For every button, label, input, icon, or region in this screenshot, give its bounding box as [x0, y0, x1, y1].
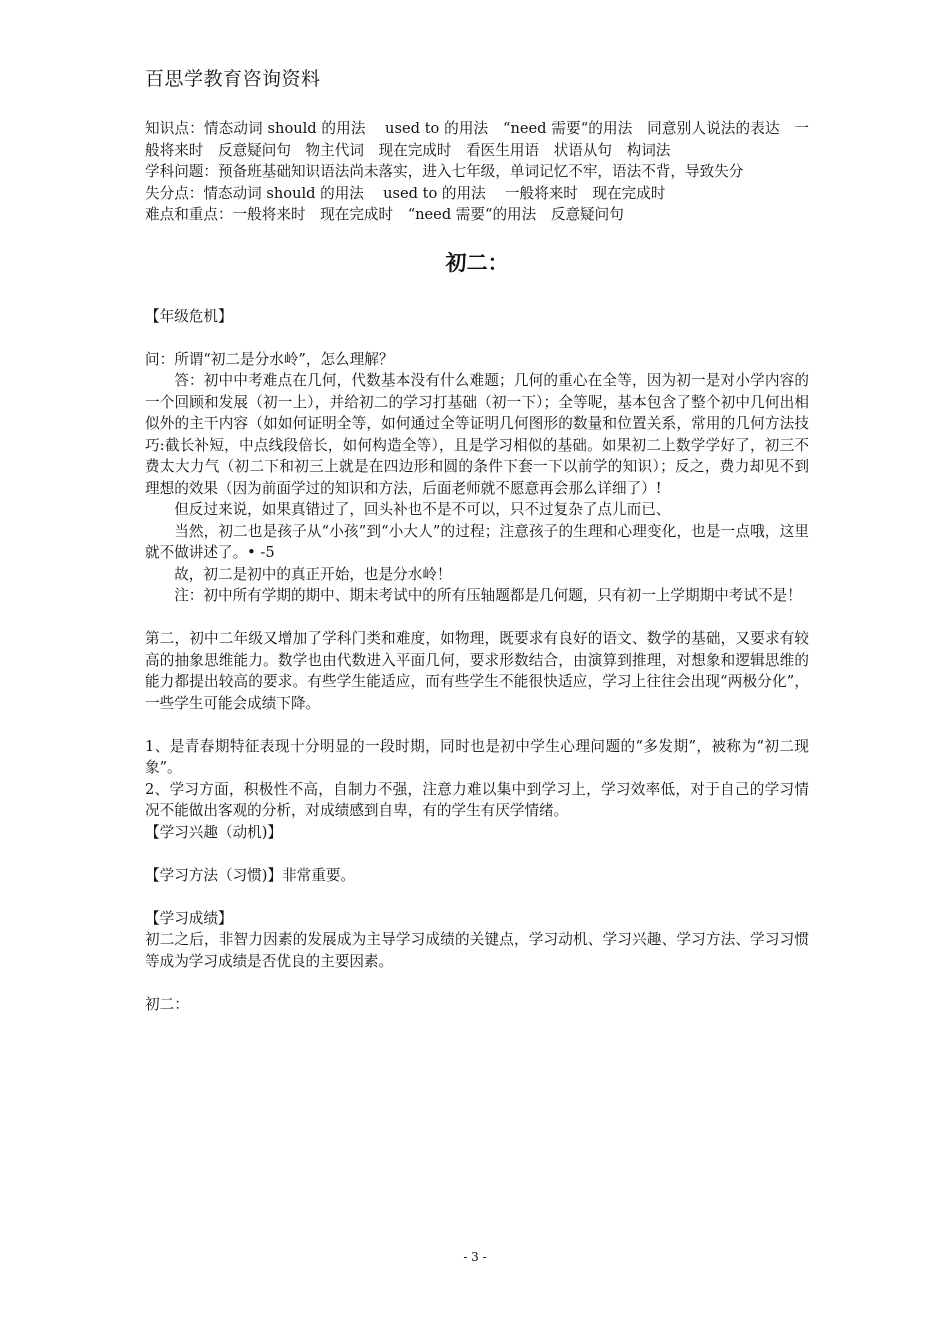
- answer-paragraph: 故，初二是初中的真正开始，也是分水岭！: [174, 565, 452, 583]
- spacer: [145, 972, 809, 994]
- score-paragraph: 初二之后，非智力因素的发展成为主导学习成绩的关键点，学习动机、学习兴趣、学习方法、学习习惯等成为学习成绩是否优良的主要因素。: [145, 931, 809, 970]
- spacer: [145, 886, 809, 908]
- answer-paragraph: 但反过来说，如果真错过了，回头补也不是不可以，只不过复杂了点儿而已、: [174, 501, 671, 518]
- spacer: [145, 327, 809, 349]
- interest-heading: 【学习兴趣（动机)】: [145, 823, 283, 841]
- spacer: [145, 607, 809, 629]
- loss-points: 失分点：情态动词 should 的用法 used to 的用法 一般将来时 现在完成时: [145, 184, 666, 202]
- answer-paragraph: 答：初中中考难点在几何，代数基本没有什么难题；几何的重心在全等，因为初一是对小学内容的一个回顾和发展（初一上），并给初二的学习打基础（初一下）；全等呢，基本包含了整个初中几何出相似外的主干内容（如如何证明全等，如何通过全等证明几何图形的数量和位置关系，常用的几何方法技巧:截长补短，中点线段倍长，如何构造全等），且是学习相似的基础。如果初二上数学学好了，初三不费太大力气（初二下和初三上就是在四边形和圆的条件下套一下以前学的知识）；反之，费力却见不到理想的效果（因为前面学过的知识和方法，后面老师就不愿意再会那么详细了）!: [145, 372, 809, 497]
- knowledge-points: 知识点：情态动词 should 的用法 used to 的用法 “need 需要“的用法 同意别人说法的表达 一般将来时 反意疑问句 物主代词 现在完成时 看医生用语 状语从句 构词法: [145, 120, 809, 159]
- key-points: 难点和重点：一般将来时 现在完成时 “need 需要“的用法 反意疑问句: [145, 206, 624, 223]
- page-number: - 3 -: [463, 1250, 487, 1264]
- spacer: [145, 843, 809, 865]
- point-1: 1、是青春期特征表现十分明显的一段时期，同时也是初中学生心理问题的“多发期”，被称为“初二现象”。: [145, 737, 809, 776]
- page-header: 百思学教育咨询资料: [145, 68, 321, 90]
- section-title: 初二：: [445, 249, 509, 275]
- crisis-heading: 【年级危机】: [145, 307, 233, 325]
- method-heading: 【学习方法（习惯)】非常重要。: [145, 866, 356, 884]
- subject-issues: 学科问题：预备班基础知识语法尚未落实，进入七年级，单词记忆不牢，语法不背，导致失分: [145, 163, 744, 180]
- document-body: [145, 118, 809, 1015]
- score-heading: 【学习成绩】: [145, 909, 233, 927]
- closing-heading: 初二：: [145, 995, 189, 1013]
- answer-paragraph: 当然，初二也是孩子从“小孩”到“小大人”的过程；注意孩子的生理和心理变化，也是一点哦，这里就不做讲述了。• -5: [145, 522, 809, 561]
- point-2: 2、学习方面，积极性不高，自制力不强，注意力难以集中到学习上，学习效率低，对于自己的学习情况不能做出客观的分析，对成绩感到自卑，有的学生有厌学情绪。: [145, 780, 809, 819]
- spacer: [145, 714, 809, 736]
- answer-paragraph: 注：初中所有学期的期中、期末考试中的所有压轴题都是几何题，只有初一上学期期中考试不是！: [174, 587, 802, 604]
- question: 问：所谓“初二是分水岭”，怎么理解？: [145, 350, 394, 368]
- second-paragraph: 第二，初中二年级又增加了学科门类和难度，如物理，既要求有良好的语文、数学的基础，又要求有较高的抽象思维能力。数学也由代数进入平面几何，要求形数结合，由演算到推理，对想象和逻辑思维的能力都提出较高的要求。有些学生能适应，而有些学生不能很快适应，学习上往往会出现“两极分化”，一些学生可能会成绩下降。: [145, 630, 809, 712]
